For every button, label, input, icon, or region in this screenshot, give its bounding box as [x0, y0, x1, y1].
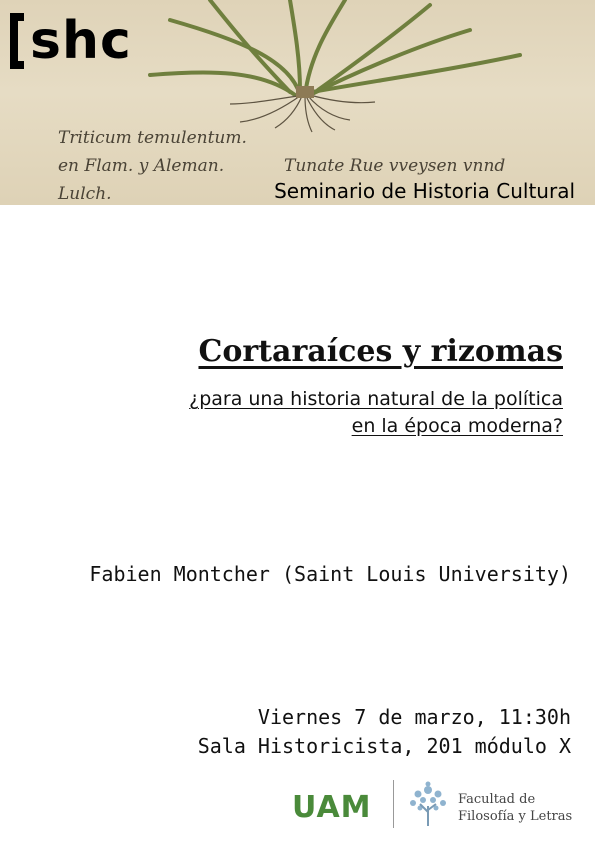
speaker: Fabien Montcher (Saint Louis University)	[89, 562, 571, 586]
header-banner	[0, 0, 595, 205]
faculty-line-1: Facultad de	[458, 792, 536, 807]
faculty-line-2: Filosofía y Letras	[458, 809, 573, 824]
latin-caption-3: Lulch.	[58, 184, 112, 204]
talk-title: Cortaraíces y rizomas	[198, 334, 563, 369]
latin-caption-1: Triticum temulentum.	[58, 128, 247, 148]
uam-logo: UAM	[292, 790, 372, 825]
event-place: Sala Historicista, 201 módulo X	[197, 734, 571, 758]
event-details	[198, 703, 571, 761]
subtitle-line-2: en la época moderna?	[351, 415, 563, 437]
seminar-name: Seminario de Historia Cultural	[274, 179, 575, 203]
subtitle-line-1: ¿para una historia natural de la política	[189, 388, 563, 410]
event-date: Viernes 7 de marzo, 11:30h	[257, 705, 571, 729]
logo-text: shc	[30, 11, 132, 71]
shc-logo	[10, 10, 132, 72]
talk-subtitle	[189, 386, 563, 440]
bracket-icon	[10, 13, 24, 69]
footer-divider	[393, 780, 394, 828]
faculty-name	[458, 791, 572, 825]
latin-caption-2b: Tunate Rue vveysen vnnd	[284, 156, 506, 176]
tree-icon	[406, 780, 450, 828]
latin-caption-2: en Flam. y Aleman.	[58, 156, 225, 176]
